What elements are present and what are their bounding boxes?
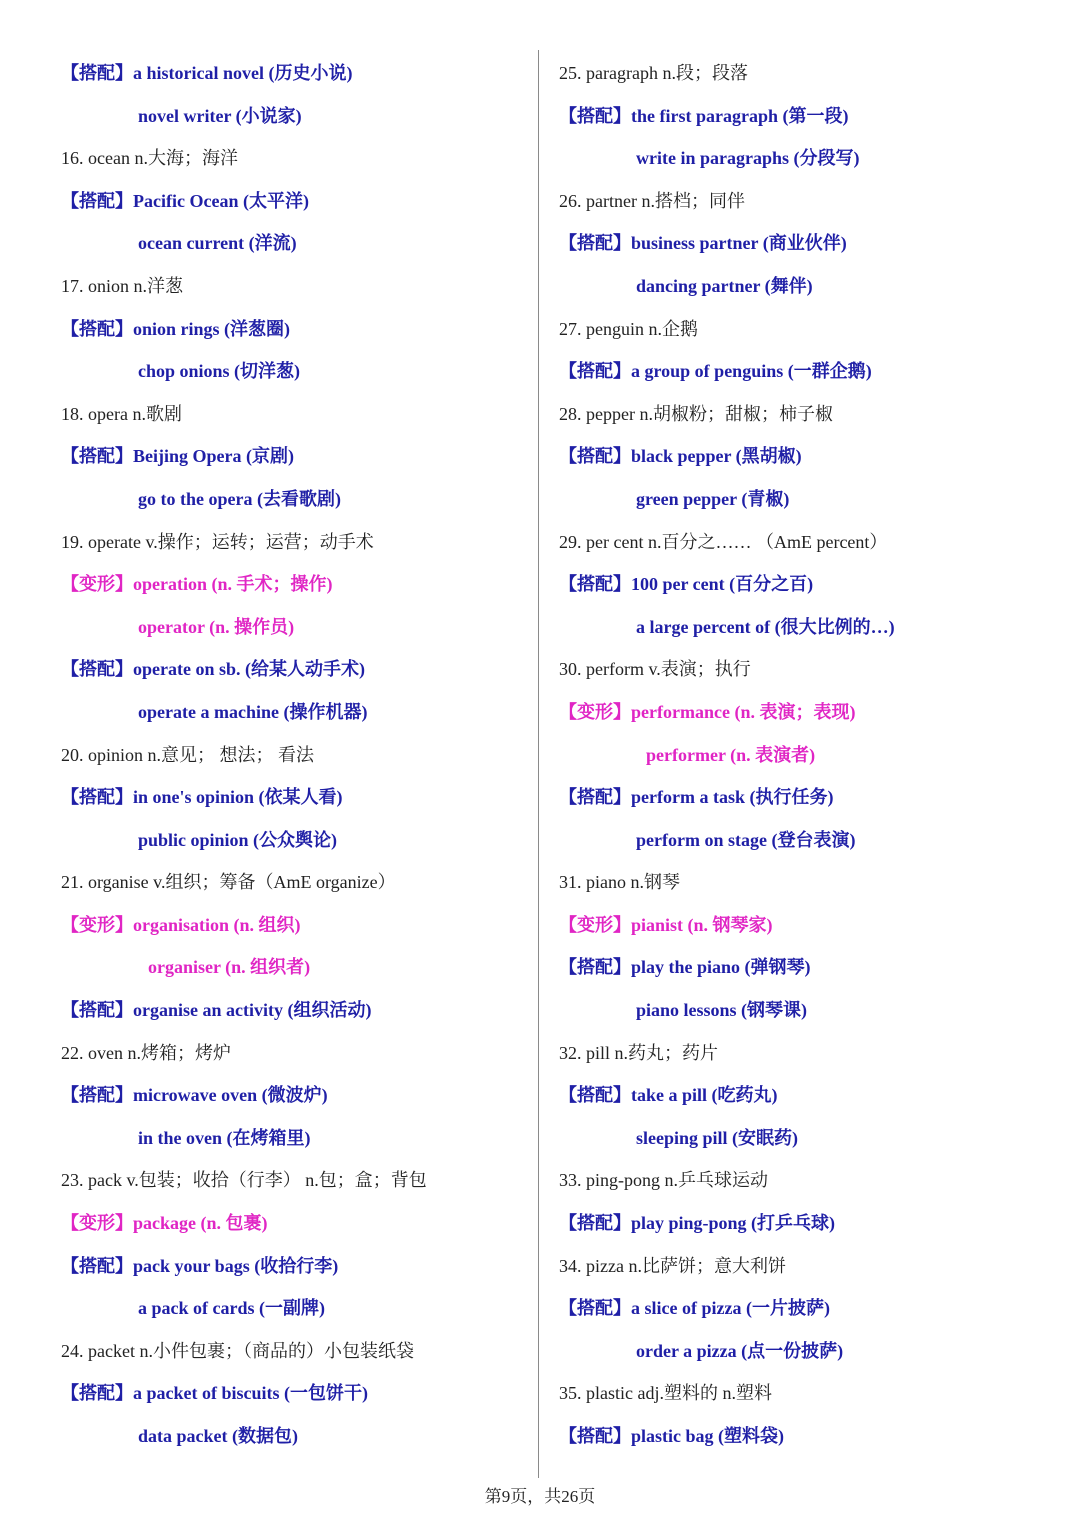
collocation-line: 【搭配】a group of penguins (一群企鹅) bbox=[559, 361, 872, 382]
vocab-entry: 29. per cent n.百分之…… （AmE percent） bbox=[559, 531, 888, 552]
collocation-line: 【搭配】play ping-pong (打乒乓球) bbox=[559, 1213, 836, 1234]
derivation-line: 【变形】performance (n. 表演；表现) bbox=[559, 701, 856, 722]
collocation-line: perform on stage (登台表演) bbox=[636, 829, 856, 850]
vocab-entry: 35. plastic adj.塑料的 n.塑料 bbox=[559, 1383, 772, 1404]
collocation-line: 【搭配】a historical novel (历史小说) bbox=[61, 63, 353, 83]
collocation-line: chop onions (切洋葱) bbox=[138, 361, 301, 382]
collocation-line: piano lessons (钢琴课) bbox=[636, 1000, 808, 1021]
vocab-entry: 19. operate v.操作；运转；运营；动手术 bbox=[61, 531, 374, 552]
collocation-line: write in paragraphs (分段写) bbox=[636, 148, 860, 169]
collocation-line: a pack of cards (一副牌) bbox=[138, 1298, 325, 1319]
collocation-line: data packet (数据包) bbox=[138, 1426, 298, 1446]
derivation-line: 【变形】operation (n. 手术；操作) bbox=[61, 574, 333, 595]
collocation-line: a large percent of (很大比例的…) bbox=[636, 616, 895, 637]
collocation-line: 【搭配】take a pill (吃药丸) bbox=[559, 1085, 778, 1106]
vocab-entry: 17. onion n.洋葱 bbox=[61, 275, 184, 296]
collocation-line: 【搭配】100 per cent (百分之百) bbox=[559, 574, 814, 595]
collocation-line: 【搭配】microwave oven (微波炉) bbox=[61, 1085, 328, 1106]
vocab-entry: 31. piano n.钢琴 bbox=[559, 872, 680, 893]
collocation-line: 【搭配】play the piano (弹钢琴) bbox=[559, 957, 811, 978]
derivation-line: organiser (n. 组织者) bbox=[148, 957, 311, 978]
collocation-line: operate a machine (操作机器) bbox=[138, 701, 368, 722]
collocation-line: 【搭配】Pacific Ocean (太平洋) bbox=[61, 190, 309, 211]
right-column bbox=[559, 52, 1059, 1458]
collocation-line: go to the opera (去看歌剧) bbox=[138, 488, 341, 509]
derivation-line: performer (n. 表演者) bbox=[646, 744, 816, 765]
derivation-line: 【变形】organisation (n. 组织) bbox=[61, 914, 301, 935]
vocab-entry: 20. opinion n.意见； 想法； 看法 bbox=[61, 744, 315, 765]
vocab-entry: 21. organise v.组织；筹备（AmE organize） bbox=[61, 872, 396, 893]
collocation-line: 【搭配】in one's opinion (依某人看) bbox=[61, 787, 343, 808]
vocab-entry: 28. pepper n.胡椒粉；甜椒；柿子椒 bbox=[559, 403, 833, 424]
vocab-entry: 26. partner n.搭档；同伴 bbox=[559, 190, 745, 211]
vocab-entry: 24. packet n.小件包裹；（商品的）小包装纸袋 bbox=[61, 1340, 414, 1361]
vocab-entry: 25. paragraph n.段；段落 bbox=[559, 63, 748, 83]
vocab-entry: 27. penguin n.企鹅 bbox=[559, 318, 698, 339]
vocab-entry: 23. pack v.包装；收拾（行李） n.包；盒；背包 bbox=[61, 1170, 427, 1191]
vocab-entry: 22. oven n.烤箱；烤炉 bbox=[61, 1042, 231, 1063]
vocab-entry: 18. opera n.歌剧 bbox=[61, 403, 182, 424]
vocab-entry: 32. pill n.药丸；药片 bbox=[559, 1042, 719, 1063]
collocation-line: 【搭配】a slice of pizza (一片披萨) bbox=[559, 1298, 830, 1319]
collocation-line: 【搭配】business partner (商业伙伴) bbox=[559, 233, 847, 254]
collocation-line: 【搭配】Beijing Opera (京剧) bbox=[61, 446, 294, 467]
column-divider bbox=[538, 50, 539, 1478]
collocation-line: 【搭配】a packet of biscuits (一包饼干) bbox=[61, 1383, 368, 1404]
collocation-line: novel writer (小说家) bbox=[138, 105, 302, 126]
collocation-line: 【搭配】plastic bag (塑料袋) bbox=[559, 1426, 784, 1446]
vocab-entry: 30. perform v.表演；执行 bbox=[559, 659, 751, 680]
collocation-line: 【搭配】onion rings (洋葱圈) bbox=[61, 318, 291, 339]
collocation-line: in the oven (在烤箱里) bbox=[138, 1127, 311, 1148]
collocation-line: dancing partner (舞伴) bbox=[636, 275, 813, 296]
collocation-line: 【搭配】perform a task (执行任务) bbox=[559, 787, 834, 808]
collocation-line: 【搭配】the first paragraph (第一段) bbox=[559, 105, 849, 126]
collocation-line: 【搭配】pack your bags (收拾行李) bbox=[61, 1255, 339, 1276]
collocation-line: 【搭配】black pepper (黑胡椒) bbox=[559, 446, 802, 467]
vocab-entry: 33. ping-pong n.乒乓球运动 bbox=[559, 1170, 768, 1191]
vocab-entry: 34. pizza n.比萨饼；意大利饼 bbox=[559, 1255, 786, 1276]
derivation-line: 【变形】package (n. 包裹) bbox=[61, 1213, 268, 1234]
collocation-line: order a pizza (点一份披萨) bbox=[636, 1340, 844, 1361]
vocab-entry: 16. ocean n.大海；海洋 bbox=[61, 148, 238, 169]
derivation-line: operator (n. 操作员) bbox=[138, 616, 295, 637]
left-column bbox=[61, 52, 531, 1458]
collocation-line: 【搭配】operate on sb. (给某人动手术) bbox=[61, 659, 365, 680]
collocation-line: sleeping pill (安眠药) bbox=[636, 1127, 799, 1148]
collocation-line: ocean current (洋流) bbox=[138, 233, 297, 254]
collocation-line: public opinion (公众舆论) bbox=[138, 829, 338, 850]
collocation-line: green pepper (青椒) bbox=[636, 488, 790, 509]
page-number: 第9页，共26页 bbox=[484, 1487, 596, 1506]
collocation-line: 【搭配】organise an activity (组织活动) bbox=[61, 1000, 372, 1021]
derivation-line: 【变形】pianist (n. 钢琴家) bbox=[559, 914, 773, 935]
